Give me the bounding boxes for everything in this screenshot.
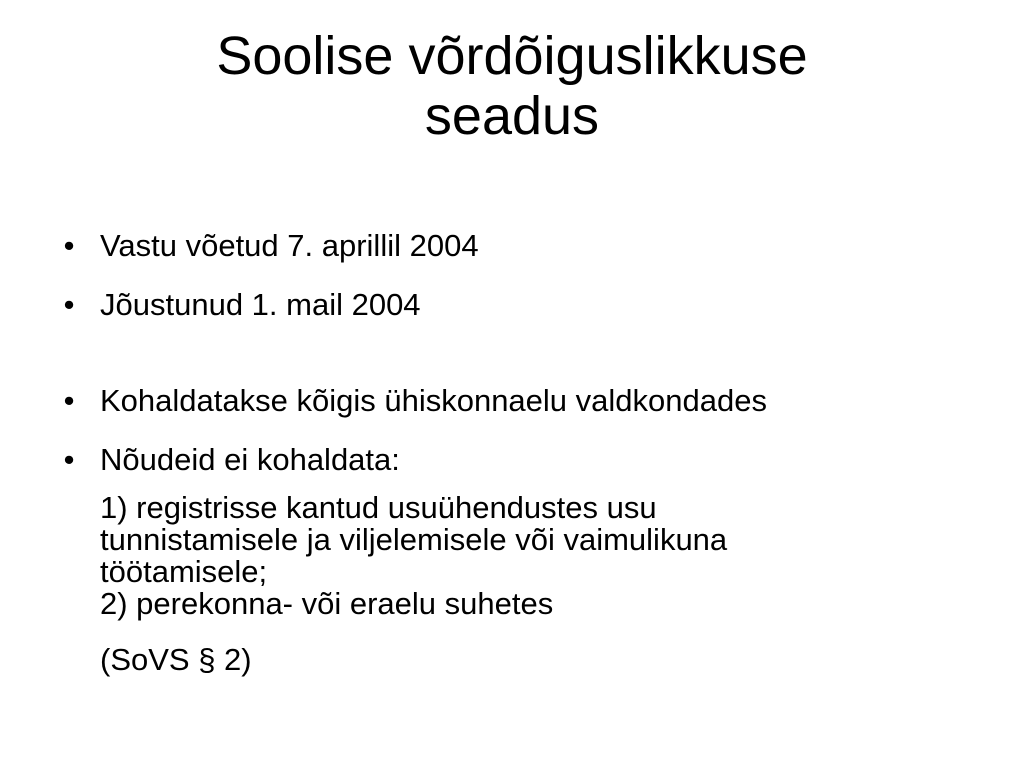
exception-line: 1) registrisse kantud usuühendustes usu [100,490,657,525]
bullet-item [58,287,988,323]
legal-reference: (SoVS § 2) [100,642,252,677]
bullet-item [58,228,988,264]
title-line-1: Soolise võrdõiguslikkuse [216,26,808,86]
bullet-text-entry-into-force: Jõustunud 1. mail 2004 [100,287,421,322]
slide-title [0,26,1024,146]
exception-line: tunnistamisele ja viljelemisele või vaimulikuna [100,522,728,557]
bullet-text-adopted: Vastu võetud 7. aprillil 2004 [100,228,479,263]
bullet-dot: • [63,228,75,263]
bullet-item [58,383,988,419]
bullet-item [58,442,988,478]
exception-line: 2) perekonna- või eraelu suhetes [100,586,554,621]
bullet-text-exceptions-heading: Nõudeid ei kohaldata: [100,442,400,477]
bullet-dot: • [63,442,75,477]
spacer [58,346,988,383]
bullet-dot: • [63,383,75,418]
bullet-text-scope: Kohaldatakse kõigis ühiskonnaelu valdkondades [100,383,767,418]
bullet-dot: • [63,287,75,322]
exceptions-list [58,492,988,620]
exception-line: töötamisele; [100,554,268,589]
title-line-2: seadus [424,86,600,146]
slide-content [58,228,988,678]
